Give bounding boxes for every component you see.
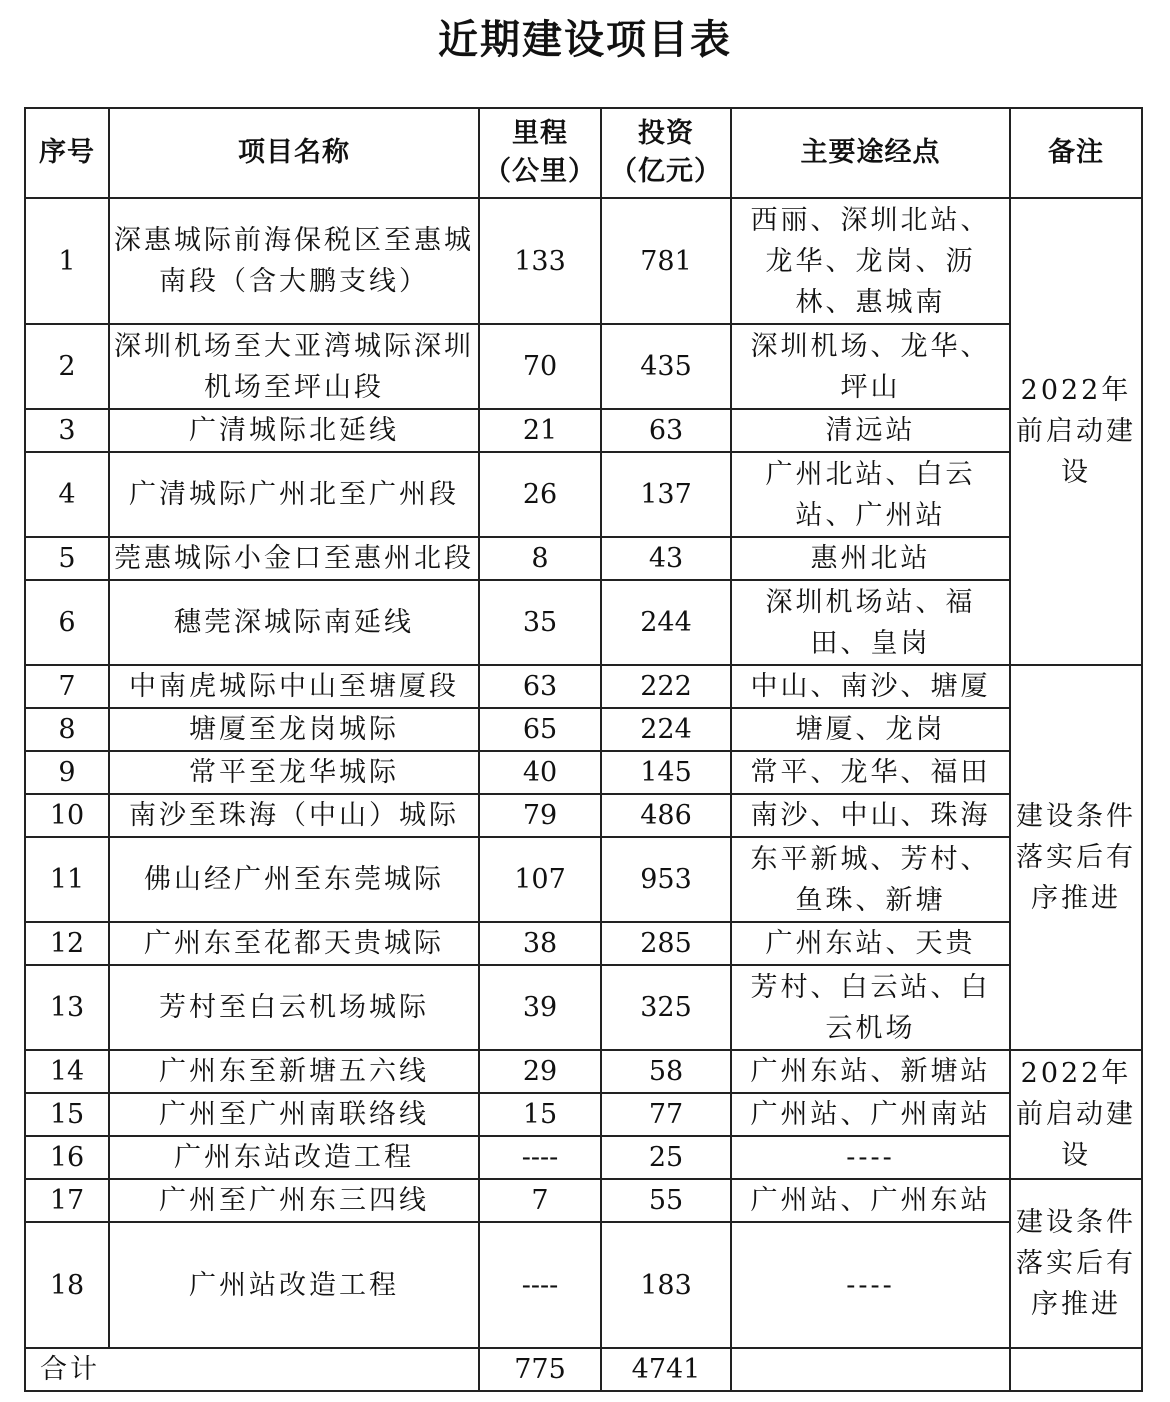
cell-length: 21	[479, 409, 601, 452]
header-seq: 序号	[25, 108, 109, 198]
cell-name: 莞惠城际小金口至惠州北段	[109, 537, 479, 580]
cell-seq: 10	[25, 794, 109, 837]
cell-length: 39	[479, 965, 601, 1050]
remark-group-4: 建设条件落实后有序推进	[1010, 1179, 1142, 1348]
cell-seq: 18	[25, 1222, 109, 1348]
cell-route: 深圳机场站、福田、皇岗	[731, 580, 1010, 665]
cell-length: 29	[479, 1050, 601, 1093]
cell-seq: 14	[25, 1050, 109, 1093]
cell-name: 广州至广州南联络线	[109, 1093, 479, 1136]
cell-invest: 325	[601, 965, 731, 1050]
cell-invest: 58	[601, 1050, 731, 1093]
cell-invest: 435	[601, 324, 731, 409]
remark-group-1: 2022年前启动建设	[1010, 198, 1142, 665]
cell-route: 广州北站、白云站、广州站	[731, 452, 1010, 537]
table-row	[25, 1136, 1142, 1179]
cell-length: 133	[479, 198, 601, 324]
table-row	[25, 452, 1142, 537]
cell-seq: 2	[25, 324, 109, 409]
cell-route: 清远站	[731, 409, 1010, 452]
cell-route: 中山、南沙、塘厦	[731, 665, 1010, 708]
header-invest: 投资 （亿元）	[601, 108, 731, 198]
table-row	[25, 665, 1142, 708]
cell-name: 佛山经广州至东莞城际	[109, 837, 479, 922]
table-row	[25, 1222, 1142, 1348]
total-length: 775	[479, 1348, 601, 1391]
header-length: 里程 （公里）	[479, 108, 601, 198]
cell-seq: 8	[25, 708, 109, 751]
cell-seq: 6	[25, 580, 109, 665]
total-label: 合计	[25, 1348, 479, 1391]
table-row	[25, 580, 1142, 665]
cell-route: 芳村、白云站、白云机场	[731, 965, 1010, 1050]
header-route: 主要途经点	[731, 108, 1010, 198]
cell-seq: 1	[25, 198, 109, 324]
cell-length: 107	[479, 837, 601, 922]
cell-invest: 486	[601, 794, 731, 837]
remark-group-3: 2022年前启动建设	[1010, 1050, 1142, 1179]
cell-name: 广州至广州东三四线	[109, 1179, 479, 1222]
table-row	[25, 537, 1142, 580]
table-row	[25, 837, 1142, 922]
table-row	[25, 1050, 1142, 1093]
project-table	[24, 107, 1143, 1392]
cell-route: 广州站、广州南站	[731, 1093, 1010, 1136]
cell-length: 7	[479, 1179, 601, 1222]
cell-name: 广清城际北延线	[109, 409, 479, 452]
cell-length: 15	[479, 1093, 601, 1136]
table-row	[25, 1179, 1142, 1222]
cell-length: 70	[479, 324, 601, 409]
cell-name: 广州站改造工程	[109, 1222, 479, 1348]
cell-length: 79	[479, 794, 601, 837]
cell-route: 西丽、深圳北站、龙华、龙岗、沥林、惠城南	[731, 198, 1010, 324]
cell-name: 穗莞深城际南延线	[109, 580, 479, 665]
cell-invest: 63	[601, 409, 731, 452]
cell-seq: 17	[25, 1179, 109, 1222]
cell-route: 深圳机场、龙华、坪山	[731, 324, 1010, 409]
cell-length: 26	[479, 452, 601, 537]
cell-name: 广州东至新塘五六线	[109, 1050, 479, 1093]
cell-name: 常平至龙华城际	[109, 751, 479, 794]
cell-invest: 953	[601, 837, 731, 922]
cell-seq: 9	[25, 751, 109, 794]
cell-seq: 5	[25, 537, 109, 580]
cell-invest: 137	[601, 452, 731, 537]
table-row	[25, 409, 1142, 452]
cell-invest: 781	[601, 198, 731, 324]
cell-seq: 7	[25, 665, 109, 708]
cell-invest: 43	[601, 537, 731, 580]
cell-seq: 13	[25, 965, 109, 1050]
cell-route: 广州站、广州东站	[731, 1179, 1010, 1222]
cell-length: 38	[479, 922, 601, 965]
cell-name: 南沙至珠海（中山）城际	[109, 794, 479, 837]
cell-invest: 244	[601, 580, 731, 665]
total-row	[25, 1348, 1142, 1391]
total-invest: 4741	[601, 1348, 731, 1391]
cell-seq: 15	[25, 1093, 109, 1136]
cell-length: ----	[479, 1222, 601, 1348]
cell-name: 深惠城际前海保税区至惠城南段（含大鹏支线）	[109, 198, 479, 324]
cell-seq: 4	[25, 452, 109, 537]
cell-length: ----	[479, 1136, 601, 1179]
cell-name: 深圳机场至大亚湾城际深圳机场至坪山段	[109, 324, 479, 409]
total-route-empty	[731, 1348, 1010, 1391]
cell-name: 广州东站改造工程	[109, 1136, 479, 1179]
cell-invest: 25	[601, 1136, 731, 1179]
table-row	[25, 922, 1142, 965]
cell-invest: 224	[601, 708, 731, 751]
cell-name: 中南虎城际中山至塘厦段	[109, 665, 479, 708]
cell-name: 广州东至花都天贵城际	[109, 922, 479, 965]
cell-seq: 16	[25, 1136, 109, 1179]
cell-length: 35	[479, 580, 601, 665]
cell-route: 广州东站、新塘站	[731, 1050, 1010, 1093]
cell-route: ----	[731, 1222, 1010, 1348]
cell-length: 40	[479, 751, 601, 794]
cell-length: 65	[479, 708, 601, 751]
cell-name: 广清城际广州北至广州段	[109, 452, 479, 537]
header-remark: 备注	[1010, 108, 1142, 198]
header-row	[25, 108, 1142, 198]
cell-length: 8	[479, 537, 601, 580]
table-row	[25, 1093, 1142, 1136]
cell-seq: 12	[25, 922, 109, 965]
cell-route: 惠州北站	[731, 537, 1010, 580]
table-row	[25, 965, 1142, 1050]
header-name: 项目名称	[109, 108, 479, 198]
cell-name: 芳村至白云机场城际	[109, 965, 479, 1050]
cell-seq: 11	[25, 837, 109, 922]
remark-group-2: 建设条件落实后有序推进	[1010, 665, 1142, 1050]
cell-name: 塘厦至龙岗城际	[109, 708, 479, 751]
table-row	[25, 751, 1142, 794]
cell-invest: 145	[601, 751, 731, 794]
table-row	[25, 708, 1142, 751]
cell-route: 塘厦、龙岗	[731, 708, 1010, 751]
table-row	[25, 794, 1142, 837]
total-remark-empty	[1010, 1348, 1142, 1391]
cell-route: 广州东站、天贵	[731, 922, 1010, 965]
cell-route: 东平新城、芳村、鱼珠、新塘	[731, 837, 1010, 922]
cell-invest: 77	[601, 1093, 731, 1136]
cell-route: ----	[731, 1136, 1010, 1179]
table-title: 近期建设项目表	[438, 17, 732, 63]
cell-length: 63	[479, 665, 601, 708]
cell-seq: 3	[25, 409, 109, 452]
cell-invest: 183	[601, 1222, 731, 1348]
table-row	[25, 324, 1142, 409]
cell-invest: 285	[601, 922, 731, 965]
cell-invest: 55	[601, 1179, 731, 1222]
table-row	[25, 198, 1142, 324]
cell-route: 南沙、中山、珠海	[731, 794, 1010, 837]
cell-route: 常平、龙华、福田	[731, 751, 1010, 794]
cell-invest: 222	[601, 665, 731, 708]
